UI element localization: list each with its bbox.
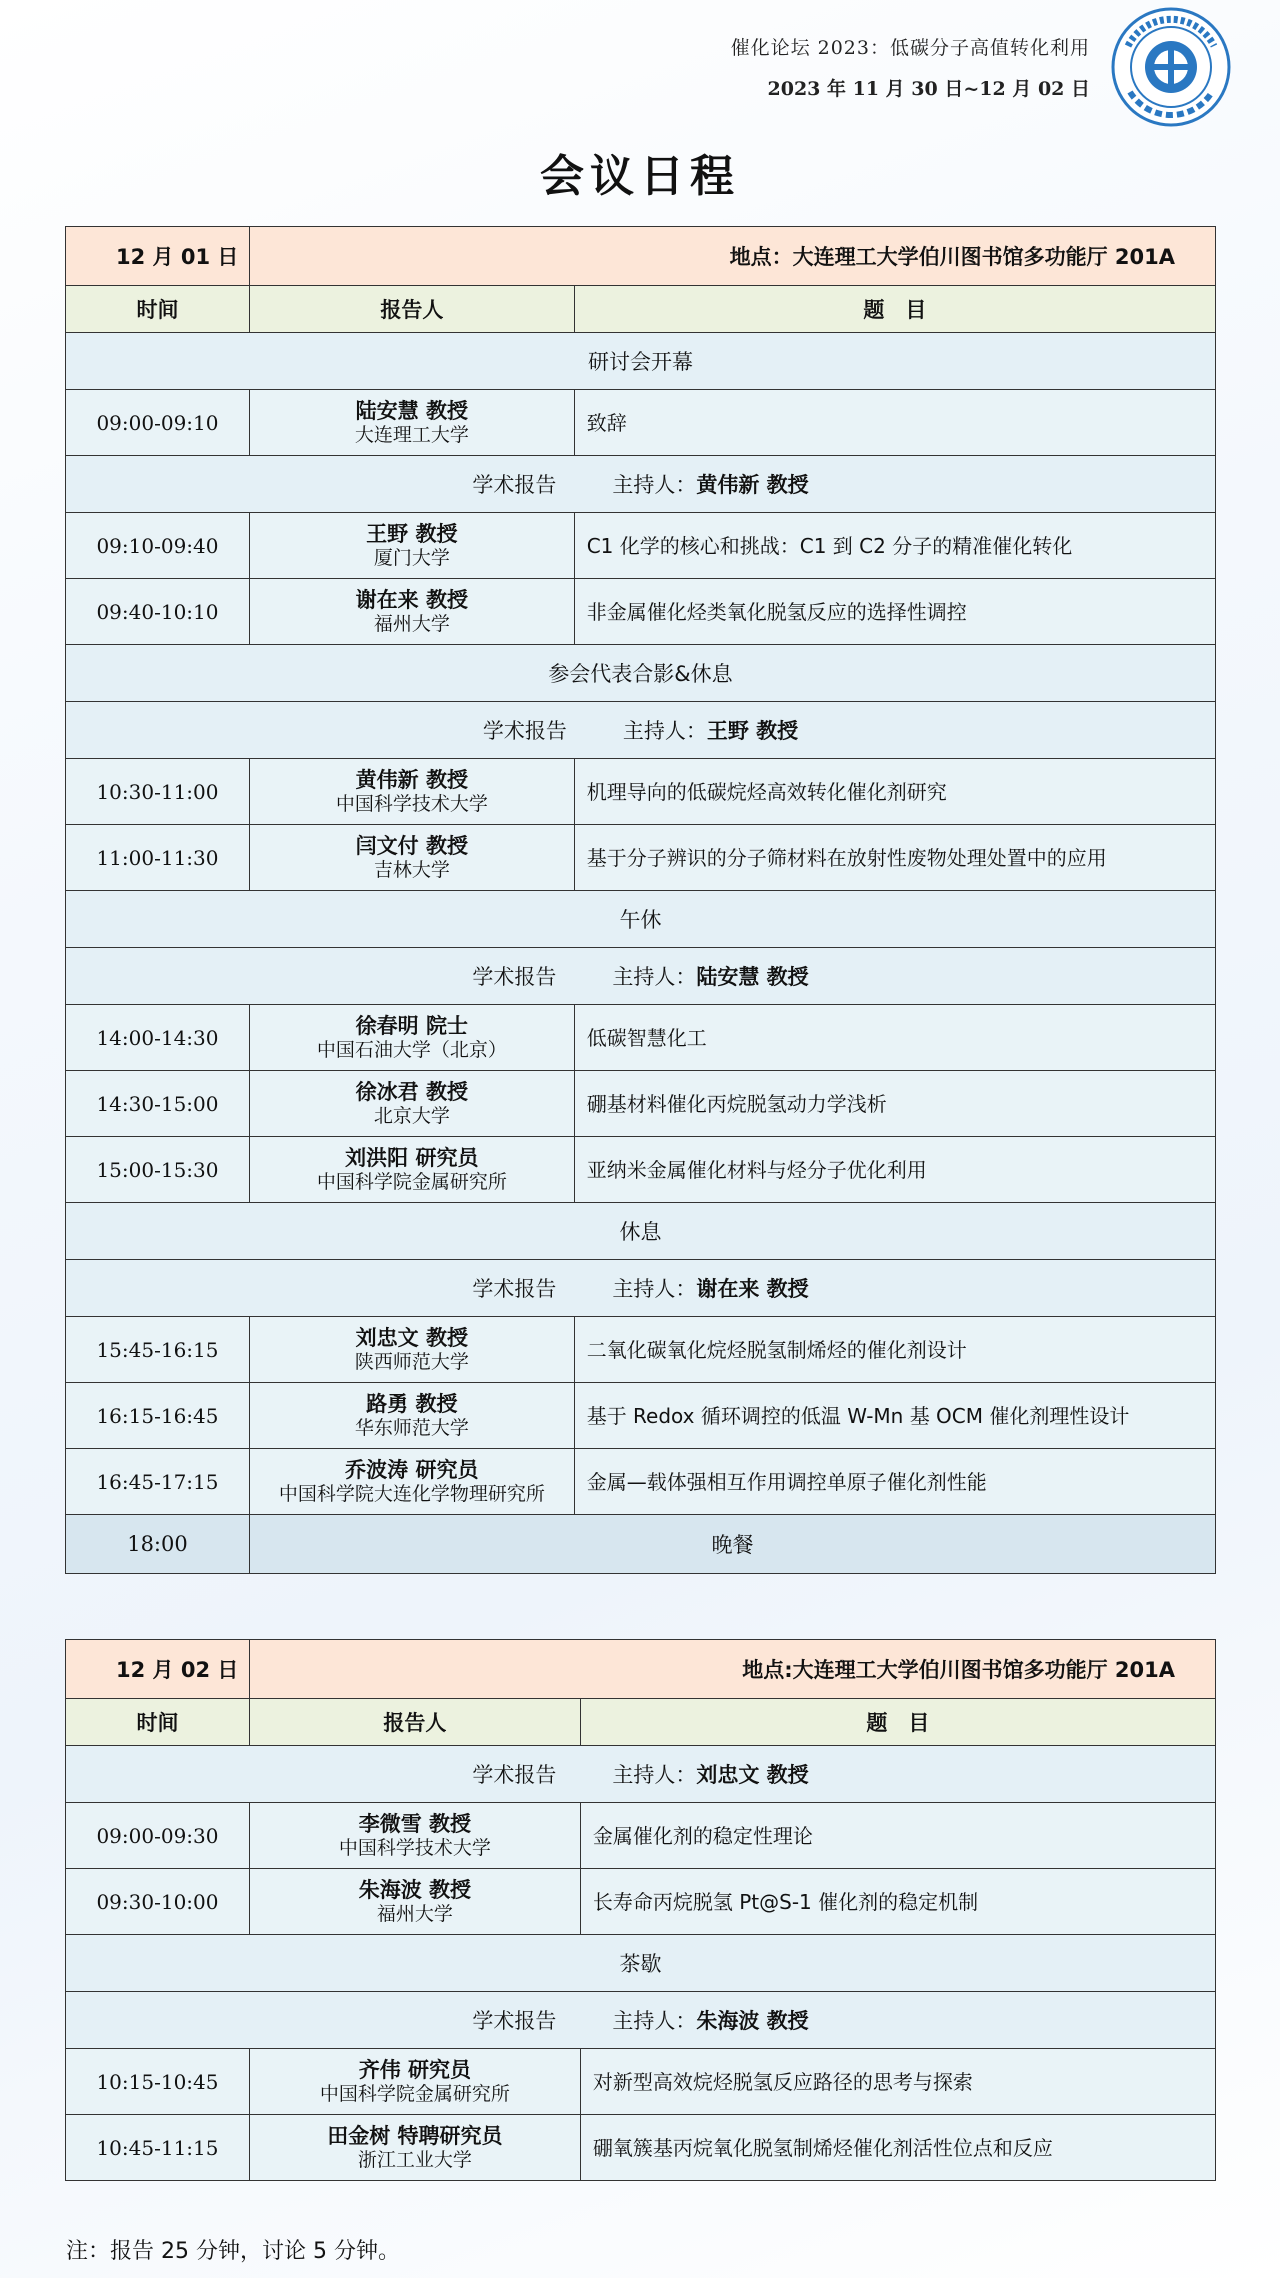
day1-schedule-table xyxy=(65,226,1216,1574)
host-name: 刘忠文 教授 xyxy=(696,1763,809,1787)
speaker-name: 闫文付 教授 xyxy=(355,833,468,858)
page-title: 会议日程 xyxy=(540,151,740,202)
talk-time: 09:00-09:30 xyxy=(66,1803,250,1869)
speaker-name: 谢在来 教授 xyxy=(355,587,468,612)
talk-time: 14:30-15:00 xyxy=(66,1071,250,1137)
talk-row xyxy=(66,1449,1216,1515)
column-header-speaker: 报告人 xyxy=(249,1699,580,1746)
speaker-affiliation: 北京大学 xyxy=(373,1104,450,1127)
break-row xyxy=(66,1935,1216,1992)
session-row xyxy=(66,456,1216,513)
talk-speaker xyxy=(249,1317,574,1383)
talk-topic: 对新型高效烷烃脱氢反应路径的思考与探索 xyxy=(580,2049,1215,2115)
column-header-row xyxy=(66,1699,1216,1746)
speaker-name: 徐冰君 教授 xyxy=(355,1079,468,1104)
talk-row xyxy=(66,1317,1216,1383)
speaker-affiliation: 厦门大学 xyxy=(373,546,450,569)
talk-time: 09:10-09:40 xyxy=(66,513,250,579)
speaker-affiliation: 中国科学技术大学 xyxy=(338,1836,491,1859)
talk-row xyxy=(66,579,1216,645)
speaker-name: 刘忠文 教授 xyxy=(355,1325,468,1350)
session-cell xyxy=(66,1260,1216,1317)
talk-row xyxy=(66,1137,1216,1203)
talk-speaker xyxy=(249,1071,574,1137)
talk-row xyxy=(66,2049,1216,2115)
speaker-affiliation: 吉林大学 xyxy=(373,858,450,881)
speaker-affiliation: 福州大学 xyxy=(373,612,450,635)
talk-row xyxy=(66,759,1216,825)
talk-time: 10:15-10:45 xyxy=(66,2049,250,2115)
talk-topic: 二氧化碳氧化烷烃脱氢制烯烃的催化剂设计 xyxy=(574,1317,1215,1383)
talk-time: 09:30-10:00 xyxy=(66,1869,250,1935)
dinner-row xyxy=(66,1515,1216,1574)
talk-row xyxy=(66,825,1216,891)
session-row xyxy=(66,702,1216,759)
session-label: 学术报告 xyxy=(472,1763,557,1787)
talk-time: 16:15-16:45 xyxy=(66,1383,250,1449)
talk-topic: 基于 Redox 循环调控的低温 W-Mn 基 OCM 催化剂理性设计 xyxy=(574,1383,1215,1449)
break-label: 茶歇 xyxy=(66,1935,1216,1992)
talk-time: 10:45-11:15 xyxy=(66,2115,250,2181)
dinner-label: 晚餐 xyxy=(249,1515,1215,1574)
speaker-affiliation: 中国科学院金属研究所 xyxy=(319,2082,510,2105)
talk-time: 15:45-16:15 xyxy=(66,1317,250,1383)
talk-topic: 金属催化剂的稳定性理论 xyxy=(580,1803,1215,1869)
day-location: 地点：大连理工大学伯川图书馆多功能厅 201A xyxy=(249,227,1215,286)
day-header-row xyxy=(66,227,1216,286)
header-forum-name: 催化论坛 2023：低碳分子高值转化利用 xyxy=(730,37,1090,59)
host-name: 黄伟新 教授 xyxy=(696,473,809,497)
host-name: 谢在来 教授 xyxy=(696,1277,809,1301)
session-cell xyxy=(66,456,1216,513)
session-label: 学术报告 xyxy=(472,1277,557,1301)
host-name: 王野 教授 xyxy=(706,719,799,743)
talk-speaker xyxy=(249,1137,574,1203)
session-cell xyxy=(66,948,1216,1005)
session-row xyxy=(66,948,1216,1005)
break-label: 研讨会开幕 xyxy=(66,333,1216,390)
column-header-topic: 题 目 xyxy=(580,1699,1215,1746)
talk-speaker xyxy=(249,1005,574,1071)
talk-row xyxy=(66,513,1216,579)
host-name: 朱海波 教授 xyxy=(696,2009,809,2033)
talk-speaker xyxy=(249,1869,580,1935)
host-label: 主持人： xyxy=(612,1763,697,1787)
talk-speaker xyxy=(249,825,574,891)
talk-topic: 基于分子辨识的分子筛材料在放射性废物处理处置中的应用 xyxy=(574,825,1215,891)
session-label: 学术报告 xyxy=(472,965,557,989)
talk-time: 15:00-15:30 xyxy=(66,1137,250,1203)
talk-speaker xyxy=(249,1803,580,1869)
session-cell xyxy=(66,702,1216,759)
footnote: 注：报告 25 分钟，讨论 5 分钟。 xyxy=(66,2239,400,2264)
talk-speaker xyxy=(249,513,574,579)
talk-topic: 亚纳米金属催化材料与烃分子优化利用 xyxy=(574,1137,1215,1203)
break-label: 参会代表合影&休息 xyxy=(66,645,1216,702)
talk-speaker xyxy=(249,1449,574,1515)
talk-row xyxy=(66,390,1216,456)
speaker-name: 刘洪阳 研究员 xyxy=(345,1145,479,1170)
talk-topic: 长寿命丙烷脱氢 Pt@S-1 催化剂的稳定机制 xyxy=(580,1869,1215,1935)
speaker-name: 黄伟新 教授 xyxy=(355,767,468,792)
break-row xyxy=(66,1203,1216,1260)
speaker-affiliation: 中国科学院大连化学物理研究所 xyxy=(278,1482,545,1505)
talk-time: 09:00-09:10 xyxy=(66,390,250,456)
talk-speaker xyxy=(249,2115,580,2181)
speaker-affiliation: 福州大学 xyxy=(376,1902,453,1925)
speaker-name: 路勇 教授 xyxy=(366,1391,458,1416)
talk-time: 14:00-14:30 xyxy=(66,1005,250,1071)
session-row xyxy=(66,1746,1216,1803)
talk-row xyxy=(66,1803,1216,1869)
talk-row xyxy=(66,2115,1216,2181)
speaker-name: 王野 教授 xyxy=(366,521,458,546)
speaker-affiliation: 中国科学技术大学 xyxy=(335,792,488,815)
day-date: 12 月 02 日 xyxy=(66,1640,250,1699)
talk-speaker xyxy=(249,1383,574,1449)
speaker-affiliation: 浙江工业大学 xyxy=(357,2148,472,2171)
talk-topic: 致辞 xyxy=(574,390,1215,456)
talk-speaker xyxy=(249,2049,580,2115)
session-cell xyxy=(66,1746,1216,1803)
dinner-time: 18:00 xyxy=(66,1515,250,1574)
speaker-affiliation: 中国石油大学（北京） xyxy=(316,1038,507,1061)
break-row xyxy=(66,891,1216,948)
header-dates: 2023 年 11 月 30 日~12 月 02 日 xyxy=(767,78,1090,100)
talk-time: 10:30-11:00 xyxy=(66,759,250,825)
talk-row xyxy=(66,1005,1216,1071)
talk-topic: 低碳智慧化工 xyxy=(574,1005,1215,1071)
column-header-time: 时间 xyxy=(66,286,250,333)
session-row xyxy=(66,1992,1216,2049)
host-label: 主持人： xyxy=(622,719,707,743)
speaker-name: 田金树 特聘研究员 xyxy=(327,2123,503,2148)
talk-time: 09:40-10:10 xyxy=(66,579,250,645)
talk-speaker xyxy=(249,390,574,456)
talk-topic: 硼氧簇基丙烷氧化脱氢制烯烃催化剂活性位点和反应 xyxy=(580,2115,1215,2181)
day-location: 地点:大连理工大学伯川图书馆多功能厅 201A xyxy=(249,1640,1215,1699)
column-header-time: 时间 xyxy=(66,1699,250,1746)
day-header-row xyxy=(66,1640,1216,1699)
speaker-affiliation: 陕西师范大学 xyxy=(354,1350,469,1373)
talk-topic: 非金属催化烃类氧化脱氢反应的选择性调控 xyxy=(574,579,1215,645)
speaker-name: 陆安慧 教授 xyxy=(355,398,468,423)
session-cell xyxy=(66,1992,1216,2049)
talk-speaker xyxy=(249,579,574,645)
break-label: 午休 xyxy=(66,891,1216,948)
talk-topic: C1 化学的核心和挑战：C1 到 C2 分子的精准催化转化 xyxy=(574,513,1215,579)
host-label: 主持人： xyxy=(612,965,697,989)
column-header-topic: 题 目 xyxy=(574,286,1215,333)
session-label: 学术报告 xyxy=(482,719,567,743)
university-logo xyxy=(1110,6,1232,128)
speaker-name: 李微雪 教授 xyxy=(358,1811,472,1836)
talk-time: 16:45-17:15 xyxy=(66,1449,250,1515)
speaker-name: 徐春明 院士 xyxy=(355,1013,468,1038)
day-date: 12 月 01 日 xyxy=(66,227,250,286)
column-header-row xyxy=(66,286,1216,333)
speaker-name: 朱海波 教授 xyxy=(358,1877,472,1902)
host-label: 主持人： xyxy=(612,2009,697,2033)
talk-row xyxy=(66,1071,1216,1137)
talk-topic: 金属—载体强相互作用调控单原子催化剂性能 xyxy=(574,1449,1215,1515)
day2-schedule-table xyxy=(65,1639,1216,2181)
speaker-affiliation: 中国科学院金属研究所 xyxy=(316,1170,507,1193)
talk-topic: 机理导向的低碳烷烃高效转化催化剂研究 xyxy=(574,759,1215,825)
host-name: 陆安慧 教授 xyxy=(696,965,809,989)
host-label: 主持人： xyxy=(612,473,697,497)
host-label: 主持人： xyxy=(612,1277,697,1301)
session-label: 学术报告 xyxy=(472,2009,557,2033)
talk-row xyxy=(66,1869,1216,1935)
speaker-affiliation: 大连理工大学 xyxy=(354,423,469,446)
talk-topic: 硼基材料催化丙烷脱氢动力学浅析 xyxy=(574,1071,1215,1137)
break-row xyxy=(66,645,1216,702)
column-header-speaker: 报告人 xyxy=(249,286,574,333)
break-label: 休息 xyxy=(66,1203,1216,1260)
talk-time: 11:00-11:30 xyxy=(66,825,250,891)
speaker-name: 齐伟 研究员 xyxy=(358,2057,472,2082)
talk-row xyxy=(66,1383,1216,1449)
talk-speaker xyxy=(249,759,574,825)
break-row xyxy=(66,333,1216,390)
speaker-name: 乔波涛 研究员 xyxy=(345,1457,479,1482)
session-row xyxy=(66,1260,1216,1317)
speaker-affiliation: 华东师范大学 xyxy=(354,1416,469,1439)
session-label: 学术报告 xyxy=(472,473,557,497)
